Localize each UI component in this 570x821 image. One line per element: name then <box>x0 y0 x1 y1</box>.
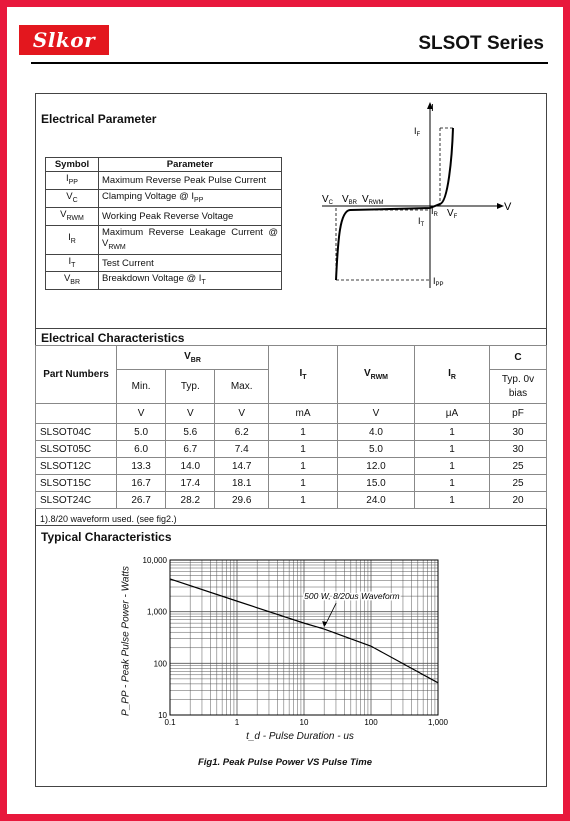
part-number: SLSOT05C <box>36 441 117 458</box>
table-row <box>36 458 547 475</box>
parameter-table <box>45 157 282 290</box>
cell: 17.4 <box>166 475 215 492</box>
it-sub: T <box>302 374 307 381</box>
section-divider <box>35 525 547 526</box>
cell: 6.2 <box>215 424 269 441</box>
col-ir <box>415 346 490 404</box>
iv-diagram <box>318 98 518 298</box>
cell: 1 <box>415 458 490 475</box>
cell: 1 <box>269 458 338 475</box>
cell: 5.0 <box>117 424 166 441</box>
param-sub: PP <box>194 196 204 204</box>
vc-label <box>322 194 334 206</box>
section-divider <box>35 328 547 329</box>
characteristics-table <box>35 345 547 509</box>
ir-sub: R <box>433 212 438 218</box>
vbr-main: V <box>342 194 349 205</box>
cell: 5.0 <box>338 441 415 458</box>
cell: 1 <box>415 475 490 492</box>
unit-cell: V <box>338 404 415 424</box>
i-label: I <box>431 103 434 114</box>
if-main: I <box>414 126 417 136</box>
chart-xlabel: t_d - Pulse Duration - us <box>246 731 354 742</box>
cell: 25 <box>490 458 547 475</box>
cell: 1 <box>415 492 490 509</box>
symbol-sub: T <box>71 261 76 269</box>
x-tick-label: 10 <box>299 718 309 727</box>
cell: 29.6 <box>215 492 269 509</box>
param-text: Breakdown Voltage @ I <box>102 273 202 285</box>
y-tick-label: 1,000 <box>146 607 167 617</box>
param-text: Clamping Voltage @ I <box>102 190 195 202</box>
cell: 30 <box>490 441 547 458</box>
header-rule <box>31 62 548 64</box>
symbol: V <box>63 273 71 285</box>
col-parameter: Parameter <box>99 158 282 172</box>
x-tick-label: 0.1 <box>164 718 176 727</box>
it-main: I <box>418 216 421 226</box>
vf-sub: F <box>453 214 458 220</box>
vf-main: V <box>447 208 454 219</box>
part-number: SLSOT24C <box>36 492 117 509</box>
cell: 14.0 <box>166 458 215 475</box>
cell: 25 <box>490 475 547 492</box>
v-axis-arrow-icon <box>497 203 504 209</box>
unit-cell: V <box>166 404 215 424</box>
part-number: SLSOT04C <box>36 424 117 441</box>
brand-logo: Slkor <box>19 25 109 55</box>
symbol-sub: C <box>72 196 78 204</box>
vrwm-sub: RWM <box>368 200 384 206</box>
vbr-sub: BR <box>348 200 358 206</box>
it-label <box>418 216 425 228</box>
it-main: I <box>299 368 303 379</box>
y-tick-label: 10 <box>158 711 167 720</box>
col-part-numbers: Part Numbers <box>36 346 117 404</box>
table-row <box>46 207 282 225</box>
vrwm-sub: RWM <box>370 374 389 381</box>
param-sub: T <box>201 279 206 287</box>
col-max: Max. <box>215 370 269 404</box>
cell: 14.7 <box>215 458 269 475</box>
vc-sub: C <box>328 200 334 206</box>
vbr-sub: BR <box>190 357 201 364</box>
col-typ: Typ. <box>166 370 215 404</box>
x-tick-label: 100 <box>364 718 378 727</box>
unit-cell: pF <box>490 404 547 424</box>
param-text: Maximum Reverse Peak Pulse Current <box>99 172 282 190</box>
cell: 24.0 <box>338 492 415 509</box>
ir-label <box>431 206 439 218</box>
y-tick-label: 10,000 <box>142 556 167 565</box>
table-row <box>36 492 547 509</box>
ir-main: I <box>431 206 434 216</box>
waveform-note: 1).8/20 waveform used. (see fig2.) <box>40 514 177 524</box>
cell: 5.6 <box>166 424 215 441</box>
ipp-label <box>433 276 444 288</box>
cell: 4.0 <box>338 424 415 441</box>
table-row <box>46 272 282 290</box>
cell: 13.3 <box>117 458 166 475</box>
cell: 15.0 <box>338 475 415 492</box>
unit-cell: μA <box>415 404 490 424</box>
v-label: V <box>504 201 512 213</box>
annotation-label: 500 W, 8/20us Waveform <box>304 591 400 602</box>
part-number: SLSOT12C <box>36 458 117 475</box>
ipp-main: I <box>433 276 436 286</box>
vrwm-label <box>362 194 384 206</box>
col-min: Min. <box>117 370 166 404</box>
peak-pulse-chart <box>140 550 450 735</box>
units-blank <box>36 404 117 424</box>
vc-main: V <box>322 194 329 205</box>
unit-cell: V <box>117 404 166 424</box>
cell: 16.7 <box>117 475 166 492</box>
table-row <box>36 475 547 492</box>
col-vbr <box>117 346 269 370</box>
param-text: Maximum Reverse Leakage Current @ V <box>102 226 278 249</box>
cell: 1 <box>269 492 338 509</box>
param-text: Working Peak Reverse Voltage <box>99 207 282 225</box>
cell: 1 <box>269 424 338 441</box>
vf-label <box>447 208 458 220</box>
cell: 7.4 <box>215 441 269 458</box>
symbol: V <box>66 190 73 202</box>
vrwm-main: V <box>362 194 369 205</box>
table-row <box>46 172 282 190</box>
cell: 28.2 <box>166 492 215 509</box>
table-row <box>46 189 282 207</box>
col-symbol: Symbol <box>46 158 99 172</box>
x-tick-label: 1 <box>234 718 240 727</box>
table-row <box>36 441 547 458</box>
table-row <box>46 225 282 254</box>
electrical-parameter-title: Electrical Parameter <box>41 112 157 126</box>
y-tick-label: 100 <box>153 659 167 669</box>
ir-main: I <box>448 368 451 379</box>
x-tick-label: 1,000 <box>427 718 449 727</box>
cell: 12.0 <box>338 458 415 475</box>
electrical-characteristics-title: Electrical Characteristics <box>41 331 185 345</box>
col-c-typ: Typ. 0v bias <box>490 370 547 404</box>
param-text: Test Current <box>99 254 282 272</box>
symbol-sub: RWM <box>66 214 84 222</box>
symbol-sub: R <box>70 238 76 246</box>
table-row <box>36 424 547 441</box>
if-label <box>414 126 421 138</box>
cell: 6.7 <box>166 441 215 458</box>
cell: 1 <box>415 441 490 458</box>
vrwm-main: V <box>363 368 371 379</box>
chart-caption: Fig1. Peak Pulse Power VS Pulse Time <box>197 757 373 768</box>
symbol: I <box>66 173 69 184</box>
col-vrwm <box>338 346 415 404</box>
param-sub: RWM <box>108 243 126 251</box>
cell: 1 <box>269 475 338 492</box>
cell: 1 <box>415 424 490 441</box>
cell: 18.1 <box>215 475 269 492</box>
cell: 20 <box>490 492 547 509</box>
it-sub: T <box>420 222 425 228</box>
unit-cell: V <box>215 404 269 424</box>
vbr-label <box>342 194 358 206</box>
series-title: SLSOT Series <box>418 33 544 54</box>
col-it <box>269 346 338 404</box>
col-c: C <box>490 346 547 370</box>
cell: 6.0 <box>117 441 166 458</box>
ipp-sub: PP <box>435 282 444 288</box>
ir-sub: R <box>450 374 456 381</box>
table-row <box>46 254 282 272</box>
part-number: SLSOT15C <box>36 475 117 492</box>
if-sub: F <box>416 132 421 138</box>
symbol: I <box>68 232 71 244</box>
vbr-main: V <box>184 351 191 362</box>
chart-ylabel: P_PP - Peak Pulse Power - Watts <box>120 565 132 717</box>
annotation-arrowhead-icon <box>322 621 327 627</box>
symbol-sub: PP <box>68 178 78 186</box>
unit-cell: mA <box>269 404 338 424</box>
symbol: V <box>60 208 67 220</box>
units-row <box>36 404 547 424</box>
cell: 30 <box>490 424 547 441</box>
symbol: I <box>68 255 72 267</box>
cell: 26.7 <box>117 492 166 509</box>
symbol-sub: BR <box>70 279 81 287</box>
typical-characteristics-title: Typical Characteristics <box>41 530 172 544</box>
cell: 1 <box>269 441 338 458</box>
